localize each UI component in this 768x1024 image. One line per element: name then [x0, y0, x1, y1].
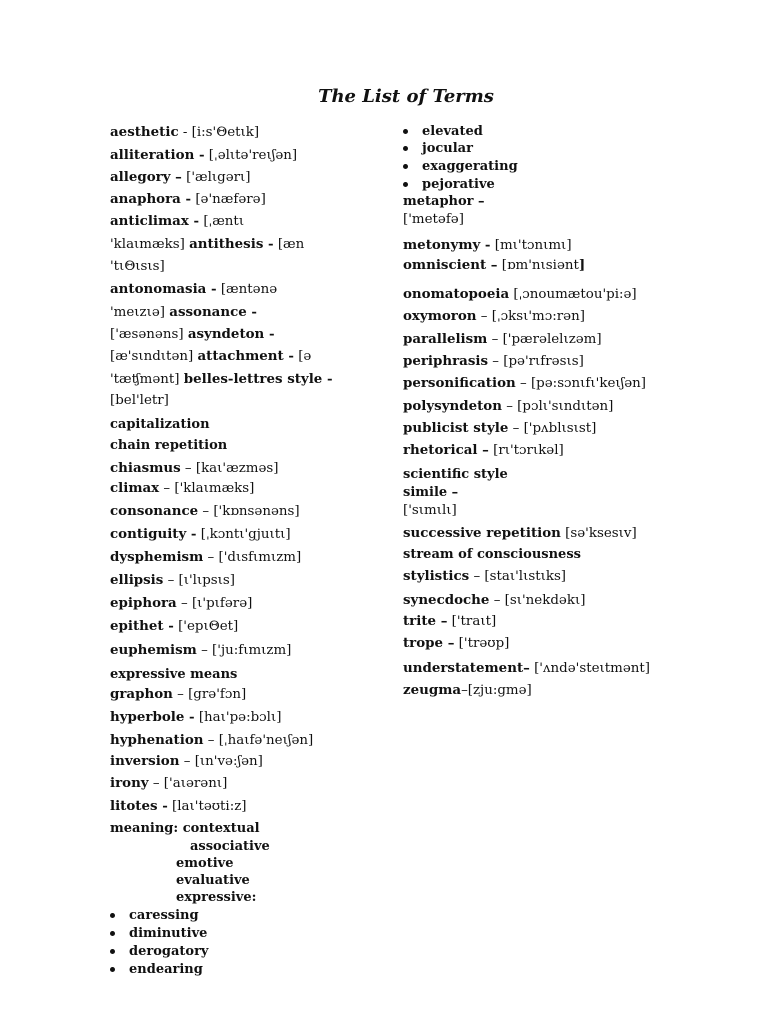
entry-omniscient: omniscient – [ɒm'nιsiənt] — [403, 257, 586, 273]
entry-stylistics: stylistics – [staι'lιstιks] — [403, 568, 567, 584]
list-item: pejorative — [403, 176, 553, 193]
entry-rhetorical: rhetorical – [rι'tɔrιkəl] — [403, 442, 564, 458]
list-item: exaggerating — [403, 158, 553, 175]
bullet-icon — [403, 182, 408, 187]
entry-periphrasis: periphrasis – [pə'rιfrəsιs] — [403, 353, 584, 369]
entry-metonymy: metonymy - [mι'tɔnιmι] — [403, 237, 572, 253]
entry-inversion: inversion – [ιn'və:ʃən] — [110, 753, 263, 769]
page-title: The List of Terms — [318, 86, 494, 107]
entry-ellipsis: ellipsis – [ι'lιpsιs] — [110, 572, 235, 588]
entry-alliteration: alliteration - [ˌəlιtə'reιʃən] — [110, 147, 298, 163]
list-item: derogatory — [110, 943, 260, 960]
entry-antonomasia: antonomasia - [æntənə — [110, 281, 278, 297]
entry-hyphenation: hyphenation – [ˌhaιfə'neιʃən] — [110, 732, 314, 748]
entry-emotive: emotive — [176, 856, 234, 871]
entry-capitalization: capitalization — [110, 417, 210, 432]
entry-anticlimax: anticlimax - [ˌæntι — [110, 213, 245, 229]
entry-belles-lettres-cont: [bel'letr] — [110, 393, 169, 408]
entry-meaning: meaning: contextual — [110, 821, 260, 836]
list-item: endearing — [110, 961, 260, 978]
entry-synecdoche: synecdoche – [sι'nekdəkι] — [403, 592, 586, 608]
entry-onomatopoeia: onomatopoeia [ˌɔnoumætou'pi:ə] — [403, 286, 637, 302]
entry-antithesis-cont: 'tιΘιsιs] — [110, 259, 165, 274]
entry-expressive-means: expressive means — [110, 667, 238, 682]
entry-hyperbole: hyperbole - [haι'pə:bɔlι] — [110, 709, 282, 725]
list-item: diminutive — [110, 925, 260, 942]
entry-aesthetic: aesthetic - [i:s'Θetιk] — [110, 124, 260, 140]
entry-dysphemism: dysphemism – ['dιsfιmιzm] — [110, 549, 302, 565]
entry-irony: irony – ['aιərənι] — [110, 775, 228, 791]
list-item: jocular — [403, 140, 553, 157]
entry-expressive: expressive: — [176, 890, 257, 905]
entry-personification: personification – [pə:sɔnιfι'keιʃən] — [403, 375, 647, 391]
entry-parallelism: parallelism – ['pærəlelιzəm] — [403, 331, 602, 347]
entry-asyndeton: ['æsənəns] asyndeton - — [110, 326, 275, 342]
list-item: elevated — [403, 123, 553, 140]
entry-epiphora: epiphora – [ι'pιfərə] — [110, 595, 253, 611]
entry-climax: climax – ['klaιmæks] — [110, 480, 255, 496]
entry-assonance: 'meιzιə] assonance - — [110, 304, 257, 320]
entry-contiguity: contiguity - [ˌkɔntι'gjuιtι] — [110, 526, 291, 542]
entry-oxymoron: oxymoron – [ˌɔksι'mɔ:rən] — [403, 308, 585, 324]
entry-polysyndeton: polysyndeton – [pɔlι'sιndιtən] — [403, 398, 614, 414]
entry-metaphor-pron: ['metəfə] — [403, 212, 464, 227]
entry-trite: trite – ['traιt] — [403, 613, 497, 629]
bullet-icon — [403, 164, 408, 169]
entry-trope: trope – ['trəʊp] — [403, 635, 510, 651]
bullet-icon — [403, 146, 408, 151]
entry-publicist-style: publicist style – ['pʌblιsιst] — [403, 420, 597, 436]
entry-epithet: epithet - ['epιΘet] — [110, 618, 239, 634]
entry-chain-repetition: chain repetition — [110, 438, 228, 453]
entry-euphemism: euphemism – ['ju:fιmιzm] — [110, 642, 292, 658]
entry-scientific-style: scientific style — [403, 467, 508, 482]
entry-simile: simile – — [403, 485, 459, 500]
bullet-icon — [403, 129, 408, 134]
entry-anaphora: anaphora - [ə'næfərə] — [110, 191, 266, 207]
entry-simile-pron: ['sιmιlι] — [403, 503, 457, 518]
entry-allegory: allegory – ['ælιgərι] — [110, 169, 251, 185]
entry-litotes: litotes - [laι'təʊti:z] — [110, 798, 247, 814]
entry-stream-of-consciousness: stream of consciousness — [403, 547, 581, 562]
entry-chiasmus: chiasmus – [kaι'æzməs] — [110, 460, 279, 476]
list-item: caressing — [110, 907, 260, 924]
entry-attachment: [æ'sιndιtən] attachment - [ə — [110, 348, 312, 364]
entry-consonance: consonance – ['kɒnsənəns] — [110, 503, 300, 519]
entry-belles-lettres: 'tæʧmənt] belles-lettres style - — [110, 371, 333, 387]
entry-graphon: graphon – [grə'fɔn] — [110, 686, 247, 702]
entry-zeugma: zeugma–[zju:gmə] — [403, 682, 532, 698]
entry-successive-repetition: successive repetition [sə'ksesιv] — [403, 525, 637, 541]
entry-associative: associative — [190, 839, 270, 854]
entry-antithesis: 'klaιmæks] antithesis - [æn — [110, 236, 305, 252]
entry-metaphor: metaphor – — [403, 194, 485, 209]
entry-evaluative: evaluative — [176, 873, 250, 888]
entry-understatement: understatement– ['ʌndə'steιtmənt] — [403, 660, 651, 676]
